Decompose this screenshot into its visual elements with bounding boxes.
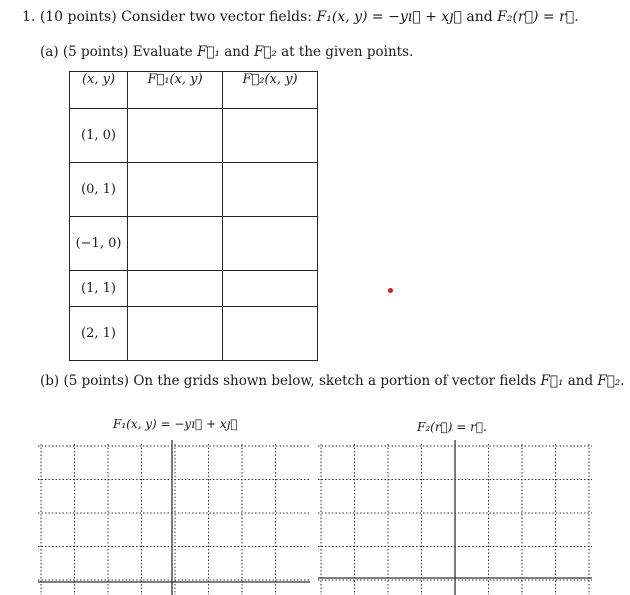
evaluation-table xyxy=(69,71,318,361)
right-sketch-grid[interactable] xyxy=(318,440,592,595)
table-row xyxy=(70,217,318,271)
problem-points: (10 points) xyxy=(39,9,117,25)
f1-answer-cell[interactable] xyxy=(128,163,223,217)
table-row xyxy=(70,163,318,217)
point-cell: (−1, 0) xyxy=(70,217,128,271)
part-b-f1: F⃗₁ xyxy=(540,373,564,389)
part-a-f2: F⃗₂ xyxy=(253,44,277,60)
problem-statement xyxy=(22,9,579,25)
part-a-text-after: at the given points. xyxy=(281,44,414,60)
f2-answer-cell[interactable] xyxy=(223,163,318,217)
problem-number: 1. xyxy=(22,9,36,25)
part-a-label: (a) xyxy=(40,44,59,60)
left-sketch-grid[interactable] xyxy=(38,440,310,595)
header-f1: F⃗₁(x, y) xyxy=(128,72,223,109)
f2-answer-cell[interactable] xyxy=(223,307,318,361)
part-a-text-before: Evaluate xyxy=(132,44,193,60)
part-b-text: On the grids shown below, sketch a portion of vector fields xyxy=(133,373,537,389)
f2-answer-cell[interactable] xyxy=(223,109,318,163)
f1-answer-cell[interactable] xyxy=(128,307,223,361)
left-grid-label: F₁(x, y) = −yı⃗ + xȷ⃗ xyxy=(113,417,238,431)
table-row xyxy=(70,109,318,163)
point-cell: (2, 1) xyxy=(70,307,128,361)
table-row xyxy=(70,307,318,361)
part-b-points: (5 points) xyxy=(63,373,130,389)
part-b-label: (b) xyxy=(40,373,60,389)
f1-answer-cell[interactable] xyxy=(128,109,223,163)
header-f2: F⃗₂(x, y) xyxy=(223,72,318,109)
f1-answer-cell[interactable] xyxy=(128,217,223,271)
part-a-prompt xyxy=(40,44,413,60)
part-b-and: and xyxy=(567,373,594,389)
part-b-prompt xyxy=(40,373,625,389)
f1-definition: F₁(x, y) = −yı⃗ + xȷ⃗ xyxy=(316,9,462,25)
problem-and: and xyxy=(466,9,493,25)
problem-intro: Consider two vector fields: xyxy=(121,9,313,25)
part-b-f2: F⃗₂. xyxy=(597,373,625,389)
point-cell: (0, 1) xyxy=(70,163,128,217)
f2-answer-cell[interactable] xyxy=(223,271,318,307)
part-a-f1: F⃗₁ xyxy=(197,44,220,60)
right-grid-label: F₂(r⃗) = r⃗. xyxy=(417,420,487,434)
point-cell: (1, 0) xyxy=(70,109,128,163)
point-cell: (1, 1) xyxy=(70,271,128,307)
part-a-and: and xyxy=(224,44,250,60)
table-header-row xyxy=(70,72,318,109)
red-dot-mark xyxy=(388,288,393,293)
header-xy: (x, y) xyxy=(70,72,128,109)
part-a-points: (5 points) xyxy=(62,44,129,60)
f1-answer-cell[interactable] xyxy=(128,271,223,307)
f2-answer-cell[interactable] xyxy=(223,217,318,271)
f2-definition: F₂(r⃗) = r⃗. xyxy=(497,9,579,25)
table-row xyxy=(70,271,318,307)
